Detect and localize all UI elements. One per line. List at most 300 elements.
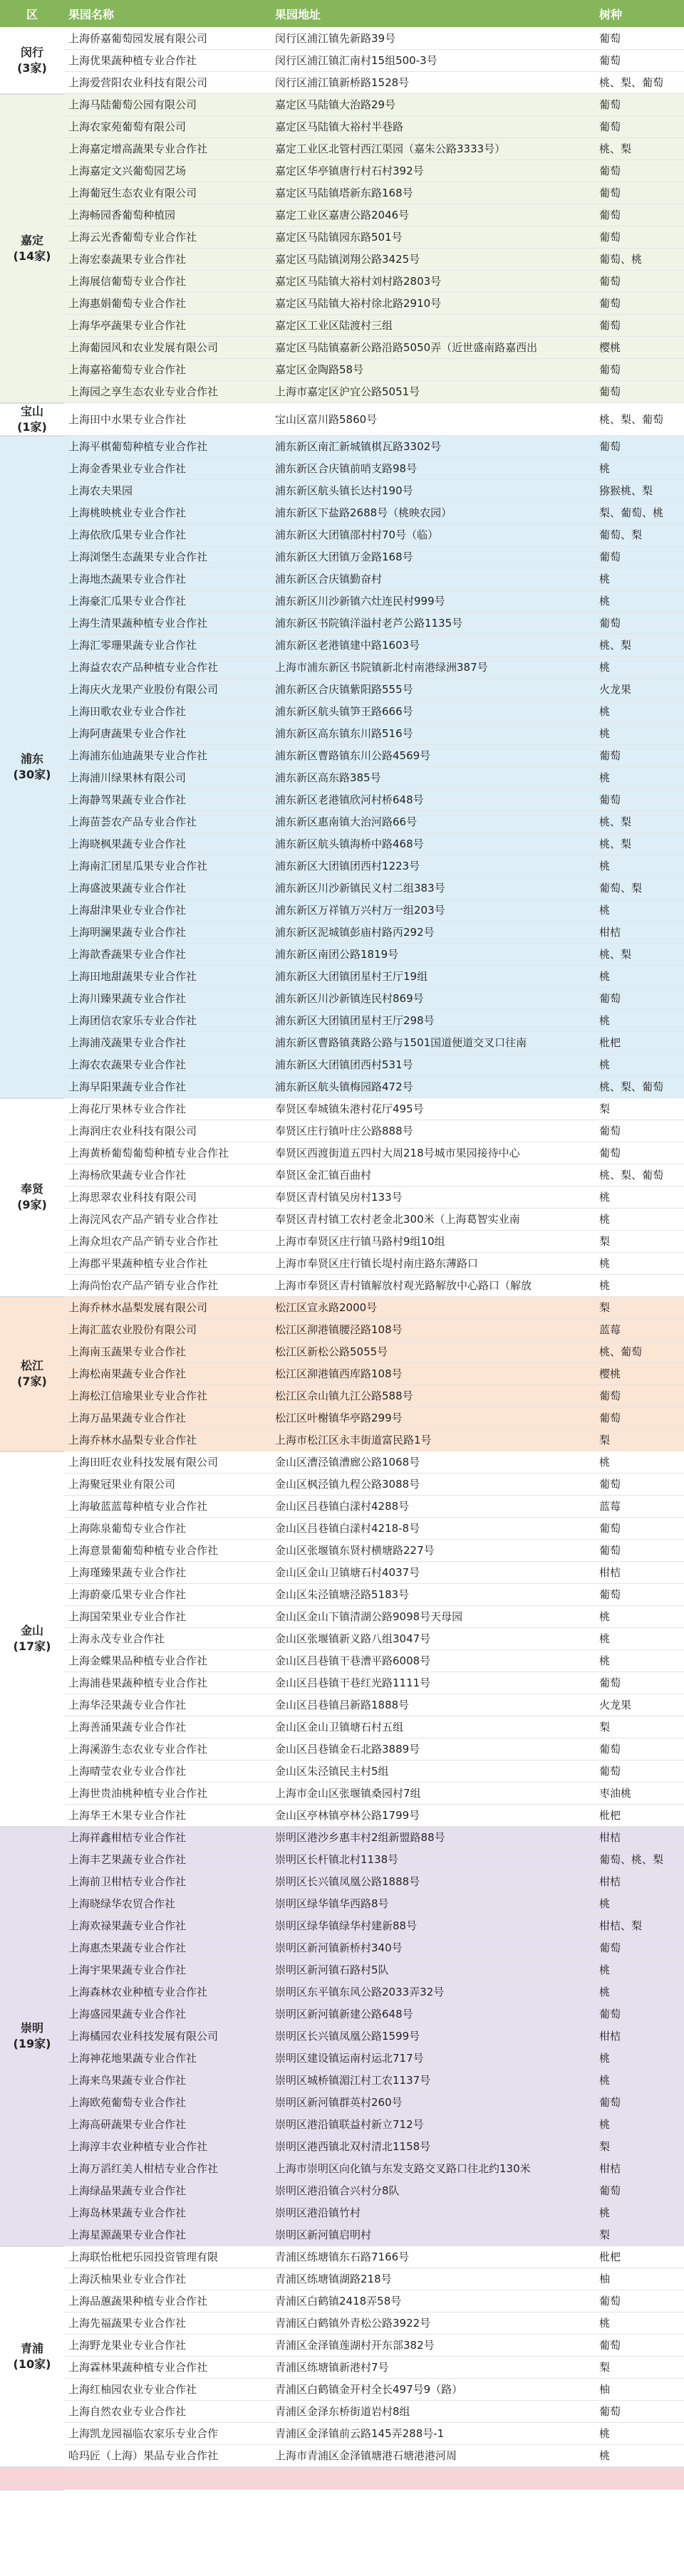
orchard-address: 浦东新区书院镇洋溢村老芦公路1135号	[271, 612, 595, 635]
orchard-name: 上海杨欣果蔬专业合作社	[64, 1164, 271, 1187]
orchard-name: 上海宇果果蔬专业合作社	[64, 1959, 271, 1981]
fruit-type: 柑桔、梨	[595, 1915, 684, 1937]
orchard-address: 浦东新区大团镇团西村531号	[271, 1054, 595, 1076]
orchard-name: 上海绿晶果蔬专业合作社	[64, 2180, 271, 2202]
table-row	[0, 458, 684, 480]
fruit-type: 桃	[595, 1628, 684, 1650]
fruit-type: 柑桔	[595, 922, 684, 944]
district-count: (9家)	[17, 1198, 47, 1211]
fruit-type: 柑桔	[595, 1562, 684, 1584]
table-row	[0, 502, 684, 524]
fruit-type: 桃、梨、葡萄	[595, 403, 684, 436]
fruit-type: 葡萄	[595, 546, 684, 568]
table-row	[0, 226, 684, 249]
table-row	[0, 359, 684, 381]
district-cell	[0, 1827, 64, 2246]
orchard-name: 上海华亭蔬果专业合作社	[64, 315, 271, 337]
fruit-type: 葡萄	[595, 271, 684, 293]
orchard-name: 上海浦川绿果林有限公司	[64, 767, 271, 789]
table-row	[0, 944, 684, 966]
orchard-name: 上海晴莹农业专业合作社	[64, 1761, 271, 1783]
orchard-name: 上海歆香蔬果专业合作社	[64, 944, 271, 966]
fruit-type: 桃	[595, 1650, 684, 1672]
orchard-name: 上海嘉定增高蔬果专业合作社	[64, 138, 271, 160]
orchard-address: 崇明区新河镇新桥村340号	[271, 1937, 595, 1959]
table-row	[0, 657, 684, 679]
orchard-name: 上海田中水果专业合作社	[64, 403, 271, 436]
orchard-address: 嘉定区马陆镇浏翔公路3425号	[271, 249, 595, 271]
orchard-name: 上海浣风农产品产销专业合作社	[64, 1209, 271, 1231]
orchard-name: 上海爱营阳农业科技有限公司	[64, 72, 271, 94]
orchard-name: 上海生清果蔬种植专业合作社	[64, 612, 271, 635]
orchard-name: 上海红柚园农业专业合作社	[64, 2379, 271, 2401]
orchard-name: 上海惠娟葡萄专业合作社	[64, 293, 271, 315]
fruit-type: 葡萄	[595, 1584, 684, 1606]
fruit-type: 火龙果	[595, 1694, 684, 1716]
orchard-address: 松江区新松公路5055号	[271, 1341, 595, 1363]
orchard-address: 嘉定工业区嘉唐公路2046号	[271, 204, 595, 226]
fruit-type: 桃	[595, 2445, 684, 2467]
fruit-type: 桃	[595, 1275, 684, 1297]
fruit-type: 枇杷	[595, 1805, 684, 1827]
orchard-address: 嘉定区马陆镇大治路29号	[271, 94, 595, 116]
orchard-name: 上海乔林水晶梨发展有限公司	[64, 1297, 271, 1319]
orchard-address: 青浦区白鹤镇外青松公路3922号	[271, 2312, 595, 2335]
orchard-address: 浦东新区川沙新镇民义村二组383号	[271, 877, 595, 899]
fruit-type: 葡萄	[595, 116, 684, 138]
orchard-address: 奉贤区奉城镇朱港村花厅495号	[271, 1098, 595, 1120]
orchard-address: 上海市浦东新区书院镇新北村南港绿洲387号	[271, 657, 595, 679]
orchard-address: 浦东新区航头镇海桥中路468号	[271, 833, 595, 855]
orchard-name: 上海乔林水晶梨专业合作社	[64, 1429, 271, 1451]
table-row	[0, 590, 684, 612]
fruit-type: 柑桔	[595, 1871, 684, 1893]
orchard-name: 上海松江信瑜果业专业合作社	[64, 1385, 271, 1407]
fruit-type: 葡萄	[595, 1672, 684, 1694]
orchard-address: 青浦区练塘镇东石路7166号	[271, 2246, 595, 2268]
orchard-address: 上海市嘉定区沪宜公路5051号	[271, 381, 595, 403]
orchard-name: 上海万晶果蔬专业合作社	[64, 1407, 271, 1429]
orchard-address: 浦东新区大团镇团西村1223号	[271, 855, 595, 877]
orchard-address: 浦东新区下盐路2688号（桃映农园）	[271, 502, 595, 524]
orchard-address: 嘉定区工业区陆渡村三组	[271, 315, 595, 337]
orchard-name: 上海静驾果蔬专业合作社	[64, 789, 271, 811]
table-row	[0, 204, 684, 226]
header-row	[0, 0, 684, 28]
orchard-address: 金山区张堰镇新义路八组3047号	[271, 1628, 595, 1650]
orchard-name: 上海苗荟农产品专业合作社	[64, 811, 271, 833]
orchard-name: 上海侨嘉葡萄园发展有限公司	[64, 28, 271, 50]
district-count: (30家)	[13, 767, 51, 781]
orchard-name: 上海欧苑葡萄专业合作社	[64, 2092, 271, 2114]
orchard-name: 上海盛园果蔬专业合作社	[64, 2003, 271, 2025]
table-row	[0, 337, 684, 359]
table-row	[0, 403, 684, 436]
fruit-type: 桃	[595, 1981, 684, 2003]
orchard-address: 嘉定区马陆镇嘉新公路沿路5050弄（近世盛南路嘉西出	[271, 337, 595, 359]
fruit-type: 葡萄	[595, 1120, 684, 1142]
orchard-address: 奉贤区金汇镇百曲村	[271, 1164, 595, 1187]
fruit-type: 葡萄	[595, 745, 684, 767]
orchard-name: 上海田歌农业专业合作社	[64, 701, 271, 723]
table-row	[0, 679, 684, 701]
orchard-address: 青浦区金泽镇莲湖村开东部382号	[271, 2335, 595, 2357]
table-row	[0, 1253, 684, 1275]
fruit-type: 桃	[595, 966, 684, 988]
orchard-name: 上海万滔红美人柑桔专业合作社	[64, 2158, 271, 2180]
orchard-name: 哈玛匠（上海）果品专业合作社	[64, 2445, 271, 2467]
orchard-address: 浦东新区南汇新城镇棋瓦路3302号	[271, 436, 595, 458]
fruit-type: 柑桔	[595, 1827, 684, 1849]
orchard-name: 上海阿唐蔬果专业合作社	[64, 723, 271, 745]
table-row	[0, 1187, 684, 1209]
table-row	[0, 1451, 684, 1474]
orchard-name: 上海宏泰蔬果专业合作社	[64, 249, 271, 271]
fruit-type: 葡萄	[595, 436, 684, 458]
header-name: 果园名称	[64, 0, 271, 28]
table-row	[0, 138, 684, 160]
table-row	[0, 1628, 684, 1650]
fruit-type: 桃、梨	[595, 833, 684, 855]
district-count: (7家)	[17, 1375, 47, 1388]
fruit-type: 葡萄	[595, 2290, 684, 2312]
table-row	[0, 182, 684, 204]
fruit-type: 樱桃	[595, 337, 684, 359]
orchard-address: 金山区漕泾镇漕廊公路1068号	[271, 1451, 595, 1474]
orchard-address: 奉贤区青村镇工农村老金北300米（上海葛智实业南	[271, 1209, 595, 1231]
fruit-type: 葡萄	[595, 315, 684, 337]
fruit-type: 蓝莓	[595, 1319, 684, 1341]
table-row	[0, 2312, 684, 2335]
fruit-type: 桃	[595, 2423, 684, 2445]
fruit-type: 桃	[595, 568, 684, 590]
table-row	[0, 2379, 684, 2401]
orchard-address: 松江区泖港镇西库路108号	[271, 1363, 595, 1385]
table-row	[0, 1871, 684, 1893]
fruit-type: 梨	[595, 1098, 684, 1120]
fruit-type: 桃	[595, 855, 684, 877]
orchard-name: 上海善涌果蔬专业合作社	[64, 1716, 271, 1738]
orchard-name: 上海意景葡葡萄种植专业合作社	[64, 1540, 271, 1562]
orchard-address: 金山区亭林镇亭林公路1799号	[271, 1805, 595, 1827]
table-row	[0, 50, 684, 72]
orchard-address: 浦东新区川沙新镇六灶连民村999号	[271, 590, 595, 612]
table-row	[0, 1915, 684, 1937]
table-row	[0, 293, 684, 315]
orchard-name: 上海沃柚果业专业合作社	[64, 2268, 271, 2290]
fruit-type: 桃	[595, 899, 684, 922]
fruit-type: 柑桔	[595, 2025, 684, 2048]
table-row	[0, 855, 684, 877]
orchard-address: 浦东新区合庆镇勤奋村	[271, 568, 595, 590]
fruit-type: 桃、梨	[595, 944, 684, 966]
orchard-address: 金山区吕巷镇吕新路1888号	[271, 1694, 595, 1716]
table-row	[0, 1032, 684, 1054]
orchard-name: 上海明澜果蔬专业合作社	[64, 922, 271, 944]
table-row	[0, 1805, 684, 1827]
orchard-name: 上海田地甜蔬果专业合作社	[64, 966, 271, 988]
table-row	[0, 767, 684, 789]
district-count: (19家)	[13, 2037, 51, 2050]
district-name: 宝山	[20, 404, 43, 418]
fruit-type: 葡萄	[595, 1474, 684, 1496]
orchard-address: 上海市青浦区金泽镇塘港石塘港港河周	[271, 2445, 595, 2467]
orchard-name: 上海葡冠生态农业有限公司	[64, 182, 271, 204]
orchard-name: 上海豪汇瓜果专业合作社	[64, 590, 271, 612]
orchard-name: 上海尚怡农产品产销专业合作社	[64, 1275, 271, 1297]
table-row	[0, 2180, 684, 2202]
orchard-name: 上海惠杰果蔬专业合作社	[64, 1937, 271, 1959]
orchard-address: 奉贤区庄行镇叶庄公路888号	[271, 1120, 595, 1142]
table-row	[0, 1407, 684, 1429]
fruit-type: 梨	[595, 2357, 684, 2379]
fruit-type: 桃、梨、葡萄	[595, 72, 684, 94]
table-row	[0, 635, 684, 657]
table-row	[0, 1341, 684, 1363]
fruit-type: 葡萄	[595, 1407, 684, 1429]
orchard-name: 上海盛波果蔬专业合作社	[64, 877, 271, 899]
fruit-type: 蓝莓	[595, 1496, 684, 1518]
orchard-address: 上海市金山区张堰镇桑园村7组	[271, 1783, 595, 1805]
table-row	[0, 2246, 684, 2268]
fruit-type: 桃	[595, 1893, 684, 1915]
fruit-type: 葡萄	[595, 1761, 684, 1783]
orchard-name: 上海祥鑫柑桔专业合作社	[64, 1827, 271, 1849]
orchard-name: 上海先福蔬果专业合作社	[64, 2312, 271, 2335]
table-row	[0, 480, 684, 502]
orchard-name: 上海团信农家乐专业合作社	[64, 1010, 271, 1032]
orchard-address: 浦东新区大团镇万金路168号	[271, 546, 595, 568]
orchard-address: 崇明区新河镇群英村260号	[271, 2092, 595, 2114]
table-row	[0, 2423, 684, 2445]
table-row	[0, 1761, 684, 1783]
fruit-type: 桃	[595, 2070, 684, 2092]
orchard-name: 上海优果蔬种植专业合作社	[64, 50, 271, 72]
orchard-name: 上海汇零珊果蔬专业合作社	[64, 635, 271, 657]
table-row	[0, 2290, 684, 2312]
table-row	[0, 1054, 684, 1076]
orchard-name: 上海欢禄果蔬专业合作社	[64, 1915, 271, 1937]
orchard-name: 上海蔚豪瓜果专业合作社	[64, 1584, 271, 1606]
orchard-address: 金山区吕巷镇白漾村4288号	[271, 1496, 595, 1518]
fruit-type	[595, 2467, 684, 2490]
fruit-type: 枣油桃	[595, 1783, 684, 1805]
fruit-type: 桃	[595, 1010, 684, 1032]
fruit-type: 桃	[595, 767, 684, 789]
district-cell	[0, 28, 64, 94]
orchard-address: 崇明区新河镇新建公路648号	[271, 2003, 595, 2025]
table-row	[0, 1606, 684, 1628]
orchard-address: 宝山区富川路5860号	[271, 403, 595, 436]
table-row	[0, 2114, 684, 2136]
fruit-type: 梨	[595, 2136, 684, 2158]
orchard-address: 浦东新区惠南镇大治河路66号	[271, 811, 595, 833]
orchard-address: 金山区金山下镇清湖公路9098号天母园	[271, 1606, 595, 1628]
orchard-name: 上海华王木果专业合作社	[64, 1805, 271, 1827]
table-row	[0, 2202, 684, 2224]
fruit-type: 葡萄	[595, 789, 684, 811]
orchard-name: 上海地杰蔬果专业合作社	[64, 568, 271, 590]
fruit-type: 柚	[595, 2379, 684, 2401]
fruit-type: 桃、葡萄	[595, 1341, 684, 1363]
orchard-address: 松江区泖港镇腰泾路108号	[271, 1319, 595, 1341]
orchard-address: 崇明区港沿镇合兴村分8队	[271, 2180, 595, 2202]
table-row	[0, 1120, 684, 1142]
table-row	[0, 1694, 684, 1716]
table-row	[0, 116, 684, 138]
table-row	[0, 2092, 684, 2114]
table-row	[0, 2445, 684, 2467]
orchard-address: 嘉定区马陆镇园东路501号	[271, 226, 595, 249]
orchard-address: 崇明区绿华镇华西路8号	[271, 1893, 595, 1915]
table-row	[0, 1783, 684, 1805]
orchard-name: 上海华泾果蔬专业合作社	[64, 1694, 271, 1716]
orchard-address: 浦东新区南团公路1819号	[271, 944, 595, 966]
fruit-type: 葡萄	[595, 2180, 684, 2202]
table-row	[0, 2003, 684, 2025]
fruit-type: 葡萄	[595, 1518, 684, 1540]
district-name: 奉贤	[20, 1182, 43, 1196]
orchard-address: 嘉定区马陆镇塔新东路168号	[271, 182, 595, 204]
orchard-name: 上海汇蓝农业股份有限公司	[64, 1319, 271, 1341]
fruit-type: 梨	[595, 1297, 684, 1319]
orchard-address: 金山区金山卫镇塘石村4037号	[271, 1562, 595, 1584]
orchard-address: 崇明区长兴镇凤凰公路1888号	[271, 1871, 595, 1893]
orchard-address: 松江区佘山镇九江公路588号	[271, 1385, 595, 1407]
fruit-type: 桃	[595, 1253, 684, 1275]
orchard-address: 浦东新区川沙新镇连民村869号	[271, 988, 595, 1010]
orchard-address: 嘉定区马陆镇大裕村半巷路	[271, 116, 595, 138]
orchard-name: 上海松南果蔬专业合作社	[64, 1363, 271, 1385]
table-row	[0, 1275, 684, 1297]
orchard-name: 上海田旺农业科技发展有限公司	[64, 1451, 271, 1474]
orchard-address: 金山区吕巷镇白漾村4218-8号	[271, 1518, 595, 1540]
orchard-address: 金山区金山卫镇塘石村五组	[271, 1716, 595, 1738]
orchard-address: 崇明区新河镇石路村5队	[271, 1959, 595, 1981]
orchard-address: 金山区枫泾镇九程公路3088号	[271, 1474, 595, 1496]
orchard-address: 金山区张堰镇东贤村横塘路227号	[271, 1540, 595, 1562]
orchard-name: 上海霖林果蔬种植专业合作社	[64, 2357, 271, 2379]
table-row	[0, 966, 684, 988]
orchard-name: 上海益农农产品种植专业合作社	[64, 657, 271, 679]
orchard-address: 金山区吕巷镇金石北路3889号	[271, 1738, 595, 1761]
table-row	[0, 2357, 684, 2379]
district-cell	[0, 1297, 64, 1451]
orchard-address: 青浦区白鹤镇金开村全长497号9（路）	[271, 2379, 595, 2401]
orchard-address: 浦东新区老港镇建中路1603号	[271, 635, 595, 657]
orchard-address: 浦东新区合庆镇紫阳路555号	[271, 679, 595, 701]
fruit-type: 桃、梨	[595, 138, 684, 160]
table-row	[0, 1164, 684, 1187]
district-name: 嘉定	[20, 233, 43, 247]
table-row	[0, 1297, 684, 1319]
orchard-name: 上海晓绿华农贸合作社	[64, 1893, 271, 1915]
orchard-address: 上海市崇明区向化镇与东发支路交叉路口往北约130米	[271, 2158, 595, 2180]
district-cell	[0, 94, 64, 403]
orchard-name: 上海来鸟果蔬专业合作社	[64, 2070, 271, 2092]
header-address: 果园地址	[271, 0, 595, 28]
orchard-name: 上海高研蔬果专业合作社	[64, 2114, 271, 2136]
orchard-name: 上海晓枫果蔬专业合作社	[64, 833, 271, 855]
orchard-address: 嘉定区马陆镇大裕村徐北路2910号	[271, 293, 595, 315]
orchard-name: 上海浦茂蔬果专业合作社	[64, 1032, 271, 1054]
orchard-address: 崇明区长兴镇凤凰公路1599号	[271, 2025, 595, 2048]
orchard-name: 上海葡园风和农业发展有限公司	[64, 337, 271, 359]
fruit-type: 葡萄	[595, 2003, 684, 2025]
table-row	[0, 1142, 684, 1164]
fruit-type: 桃	[595, 2048, 684, 2070]
orchard-address: 金山区吕巷镇干巷红光路1111号	[271, 1672, 595, 1694]
table-row	[0, 381, 684, 403]
orchard-name: 上海嘉定文兴葡萄园艺场	[64, 160, 271, 182]
table-row	[0, 1981, 684, 2003]
orchard-address: 浦东新区大团镇邵村村70号（临）	[271, 524, 595, 546]
header-district: 区	[0, 0, 64, 28]
fruit-type: 葡萄	[595, 50, 684, 72]
table-row	[0, 1827, 684, 1849]
orchard-name: 上海川臻果蔬专业合作社	[64, 988, 271, 1010]
table-row	[0, 315, 684, 337]
orchard-name: 上海森林农业种植专业合作社	[64, 1981, 271, 2003]
fruit-type: 柑桔	[595, 2158, 684, 2180]
orchard-address: 嘉定区华亭镇唐行村石村392号	[271, 160, 595, 182]
fruit-type: 桃	[595, 723, 684, 745]
district-name: 崇明	[20, 2021, 43, 2035]
orchard-address: 浦东新区万祥镇万兴村万一组203号	[271, 899, 595, 922]
fruit-type: 火龙果	[595, 679, 684, 701]
orchard-name: 上海浦东仙迪蔬果专业合作社	[64, 745, 271, 767]
orchard-address: 上海市奉贤区青村镇解放村观光路解放中心路口（解放	[271, 1275, 595, 1297]
orchard-address: 崇明区绿华镇绿华村建新88号	[271, 1915, 595, 1937]
fruit-type: 葡萄	[595, 1540, 684, 1562]
table-row	[0, 1209, 684, 1231]
table-row	[0, 988, 684, 1010]
orchard-name: 上海自然农业专业合作社	[64, 2401, 271, 2423]
fruit-type: 枇杷	[595, 1032, 684, 1054]
table-row	[0, 1010, 684, 1032]
orchard-name: 上海思翠农业科技有限公司	[64, 1187, 271, 1209]
orchard-address: 嘉定区马陆镇大裕村刘村路2803号	[271, 271, 595, 293]
orchard-address: 奉贤区西渡街道五四村大周218号城市果园接待中心	[271, 1142, 595, 1164]
fruit-type: 梨	[595, 1429, 684, 1451]
fruit-type: 葡萄	[595, 359, 684, 381]
table-row	[0, 436, 684, 458]
table-row	[0, 1076, 684, 1098]
fruit-type: 葡萄、桃、梨	[595, 1849, 684, 1871]
orchard-address: 嘉定工业区北管村西江渠园（嘉朱公路3333号）	[271, 138, 595, 160]
district-cell	[0, 403, 64, 436]
orchard-name: 上海橘园农业科技发展有限公司	[64, 2025, 271, 2048]
orchard-address: 崇明区港沿镇竹村	[271, 2202, 595, 2224]
fruit-type: 梨	[595, 1716, 684, 1738]
fruit-type: 桃	[595, 1054, 684, 1076]
table-row	[0, 28, 684, 50]
orchard-name: 上海敏蓝蓝莓种植专业合作社	[64, 1496, 271, 1518]
table-row	[0, 72, 684, 94]
orchard-name: 上海众坦农产品产销专业合作社	[64, 1231, 271, 1253]
orchard-name: 上海花厅果林专业合作社	[64, 1098, 271, 1120]
orchard-address: 浦东新区高东镇东川路516号	[271, 723, 595, 745]
district-cell	[0, 2246, 64, 2467]
fruit-type: 樱桃	[595, 1363, 684, 1385]
orchard-address: 奉贤区青村镇吴房村133号	[271, 1187, 595, 1209]
table-row	[0, 2467, 684, 2490]
orchard-name: 上海永茂专业合作社	[64, 1628, 271, 1650]
orchard-name: 上海农农蔬果专业合作社	[64, 1054, 271, 1076]
table-row	[0, 612, 684, 635]
orchard-name: 上海瑾臻果蔬专业合作社	[64, 1562, 271, 1584]
district-cell	[0, 1451, 64, 1827]
